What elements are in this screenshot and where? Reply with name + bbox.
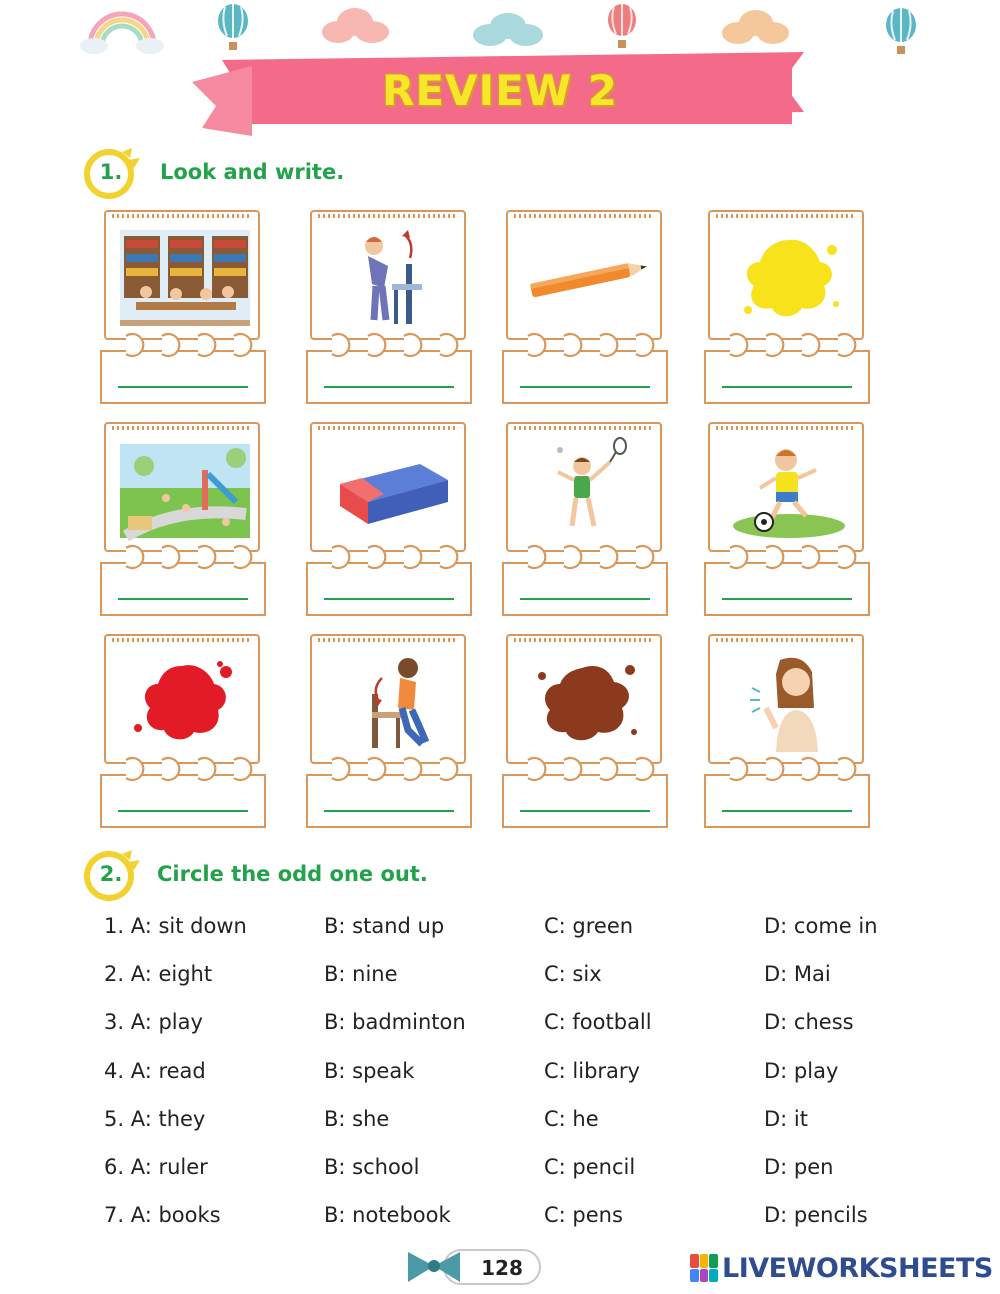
section-number: 2. [99,862,123,886]
notepad [310,422,466,552]
notepad [506,210,662,340]
brand-logo [690,1250,993,1286]
page-number: 128 [481,1256,523,1280]
picture-card [502,210,670,406]
answer-line [722,598,852,600]
rainbow-icon [80,8,164,54]
spiral-rings-icon [516,542,656,572]
picture-card [704,634,872,830]
question-row [0,1107,1000,1137]
picture-card [502,422,670,618]
spiral-rings-icon [516,330,656,360]
library-scene-picture [116,224,254,332]
spiral-rings-icon [718,330,858,360]
brown-paint-splash-picture [518,648,656,756]
option-a[interactable]: 7. A: books [104,1203,221,1227]
option-b[interactable]: B: nine [324,962,398,986]
question-row [0,1059,1000,1089]
notepad [708,634,864,764]
option-a[interactable]: 6. A: ruler [104,1155,208,1179]
option-b[interactable]: B: speak [324,1059,415,1083]
boy-playing-badminton-picture [518,436,656,544]
cloud-icon [320,6,390,50]
section-instruction: Look and write. [160,160,345,184]
question-row [0,1155,1000,1185]
notepad [310,634,466,764]
picture-card [704,422,872,618]
spiral-rings-icon [114,754,254,784]
question-row [0,962,1000,992]
option-c[interactable]: C: library [544,1059,640,1083]
hot-air-balloon-icon [606,4,638,54]
option-b[interactable]: B: she [324,1107,390,1131]
picture-card [704,210,872,406]
spiral-rings-icon [320,542,460,572]
spiral-rings-icon [320,754,460,784]
notepad [708,210,864,340]
answer-line [118,386,248,388]
teacher-speaking-picture [720,648,858,756]
answer-line [118,810,248,812]
page-title: REVIEW 2 [381,66,619,115]
option-b[interactable]: B: stand up [324,914,445,938]
picture-card [306,422,474,618]
yellow-paint-splash-picture [720,224,858,332]
option-d[interactable]: D: chess [764,1010,854,1034]
notepad [104,634,260,764]
option-a[interactable]: 2. A: eight [104,962,213,986]
option-c[interactable]: C: he [544,1107,599,1131]
option-b[interactable]: B: notebook [324,1203,451,1227]
picture-card [100,210,268,406]
question-row [0,1010,1000,1040]
answer-line [722,810,852,812]
answer-line [520,386,650,388]
option-b[interactable]: B: school [324,1155,420,1179]
notepad [506,634,662,764]
option-c[interactable]: C: pens [544,1203,623,1227]
answer-line [118,598,248,600]
answer-line [520,810,650,812]
cloud-icon [720,8,790,50]
picture-card [100,634,268,830]
picture-card [502,634,670,830]
option-d[interactable]: D: pencils [764,1203,868,1227]
spiral-rings-icon [516,754,656,784]
option-c[interactable]: C: six [544,962,602,986]
eraser-picture [322,436,460,544]
orange-pencil-picture [518,224,656,332]
brand-name: LIVEWORKSHEETS [722,1252,993,1284]
option-d[interactable]: D: play [764,1059,839,1083]
question-row [0,914,1000,944]
spiral-rings-icon [114,542,254,572]
red-paint-splash-picture [116,648,254,756]
picture-card [100,422,268,618]
question-row [0,1203,1000,1233]
notepad [104,422,260,552]
picture-card [306,634,474,830]
option-b[interactable]: B: badminton [324,1010,466,1034]
answer-line [324,598,454,600]
option-d[interactable]: D: Mai [764,962,831,986]
boy-sitting-down-picture [322,648,460,756]
cloud-icon [472,10,544,52]
option-a[interactable]: 3. A: play [104,1010,203,1034]
hot-air-balloon-icon [884,8,918,60]
girl-standing-up-picture [322,224,460,332]
spiral-rings-icon [718,754,858,784]
answer-line [324,810,454,812]
answer-line [324,386,454,388]
section-number: 1. [99,160,123,184]
hot-air-balloon-icon [216,4,250,56]
notepad [310,210,466,340]
option-c[interactable]: C: pencil [544,1155,636,1179]
option-d[interactable]: D: come in [764,914,878,938]
option-a[interactable]: 5. A: they [104,1107,206,1131]
option-d[interactable]: D: it [764,1107,808,1131]
notepad [506,422,662,552]
answer-line [722,386,852,388]
option-d[interactable]: D: pen [764,1155,834,1179]
option-a[interactable]: 1. A: sit down [104,914,247,938]
notepad [104,210,260,340]
picture-card [306,210,474,406]
boy-playing-football-picture [720,436,858,544]
spiral-rings-icon [718,542,858,572]
answer-line [520,598,650,600]
spiral-rings-icon [320,330,460,360]
notepad [708,422,864,552]
option-a[interactable]: 4. A: read [104,1059,206,1083]
liveworksheets-logo-icon [690,1254,718,1282]
spiral-rings-icon [114,330,254,360]
option-c[interactable]: C: green [544,914,634,938]
option-c[interactable]: C: football [544,1010,652,1034]
playground-scene-picture [116,436,254,544]
section-instruction: Circle the odd one out. [157,862,428,886]
